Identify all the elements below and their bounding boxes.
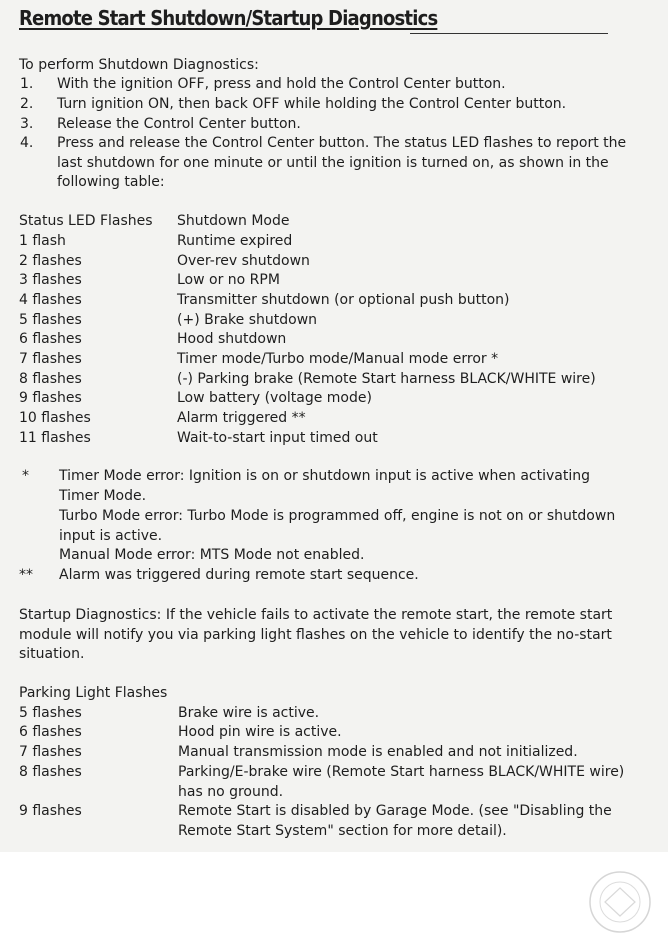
step-number: 1. <box>20 76 34 92</box>
parking-row-flashes: 6 flashes <box>19 724 82 740</box>
startup-label: Startup Diagnostics: <box>19 607 162 623</box>
parking-row-flashes: 8 flashes <box>19 764 82 780</box>
table-row-mode: Over-rev shutdown <box>177 253 310 269</box>
footnote-text: Timer Mode error: Ignition is on or shutdown input is active when activating Timer Mode. <box>59 468 590 504</box>
parking-table-header: Parking Light Flashes <box>19 685 168 701</box>
footnote-text: Manual Mode error: MTS Mode not enabled. <box>59 547 365 563</box>
table-row-flashes: 2 flashes <box>19 253 82 269</box>
table-row-mode: Runtime expired <box>177 233 293 249</box>
watermark-seal-icon <box>560 860 660 940</box>
parking-row-desc: Hood pin wire is active. <box>178 724 342 740</box>
footnote-text: Alarm was triggered during remote start sequence. <box>59 567 419 583</box>
table-row-mode: Wait-to-start input timed out <box>177 430 378 446</box>
table-row-flashes: 5 flashes <box>19 312 82 328</box>
step-text: Release the Control Center button. <box>57 116 301 132</box>
step-text: Press and release the Control Center button. The status LED flashes to report the last shutdown for one minute or until the ignition is turned on, as shown in the following table: <box>57 135 627 190</box>
shutdown-intro: To perform Shutdown Diagnostics: <box>19 57 259 73</box>
heading-rule <box>410 33 608 34</box>
table-row-flashes: 3 flashes <box>19 272 82 288</box>
table-row-flashes: 8 flashes <box>19 371 82 387</box>
footnote-mark: * <box>22 468 29 484</box>
table-row-flashes: 6 flashes <box>19 331 82 347</box>
table-row-mode: Transmitter shutdown (or optional push button) <box>177 292 510 308</box>
table-row-flashes: 7 flashes <box>19 351 82 367</box>
table-row-mode: (-) Parking brake (Remote Start harness BLACK/WHITE wire) <box>177 371 596 387</box>
step-number: 3. <box>20 116 34 132</box>
table-header-mode: Shutdown Mode <box>177 213 290 229</box>
parking-row-desc: Manual transmission mode is enabled and not initialized. <box>178 744 578 760</box>
step-text: Turn ignition ON, then back OFF while holding the Control Center button. <box>57 96 567 112</box>
footnote-text: Turbo Mode error: Turbo Mode is programmed off, engine is not on or shutdown input is active. <box>59 508 616 544</box>
table-row-mode: Hood shutdown <box>177 331 287 347</box>
page-title: Remote Start Shutdown/Startup Diagnostics <box>19 6 438 30</box>
step-text: With the ignition OFF, press and hold the Control Center button. <box>57 76 506 92</box>
table-row-mode: Alarm triggered ** <box>177 410 306 426</box>
table-row-mode: Low battery (voltage mode) <box>177 390 372 406</box>
table-row-flashes: 10 flashes <box>19 410 91 426</box>
table-row-mode: (+) Brake shutdown <box>177 312 318 328</box>
table-row-flashes: 4 flashes <box>19 292 82 308</box>
startup-paragraph <box>19 606 629 665</box>
table-row-flashes: 1 flash <box>19 233 66 249</box>
parking-row-flashes: 9 flashes <box>19 803 82 819</box>
startup-text: If the vehicle fails to activate the remote start, the remote start module will notify you via parking light flashes on the vehicle to identify the no-start situation. <box>19 607 613 662</box>
step-number: 2. <box>20 96 34 112</box>
table-row-flashes: 9 flashes <box>19 390 82 406</box>
step-number: 4. <box>20 135 34 151</box>
parking-row-desc: Remote Start is disabled by Garage Mode. (see "Disabling the Remote Start System" section for more detail). <box>178 803 612 839</box>
parking-row-flashes: 7 flashes <box>19 744 82 760</box>
parking-row-flashes: 5 flashes <box>19 705 82 721</box>
table-row-flashes: 11 flashes <box>19 430 91 446</box>
table-header-flashes: Status LED Flashes <box>19 213 153 229</box>
table-row-mode: Timer mode/Turbo mode/Manual mode error * <box>177 351 499 367</box>
parking-row-desc: Brake wire is active. <box>178 705 320 721</box>
parking-row-desc: Parking/E-brake wire (Remote Start harness BLACK/WHITE wire) has no ground. <box>178 764 625 800</box>
footnote-mark: ** <box>19 567 33 583</box>
table-row-mode: Low or no RPM <box>177 272 280 288</box>
